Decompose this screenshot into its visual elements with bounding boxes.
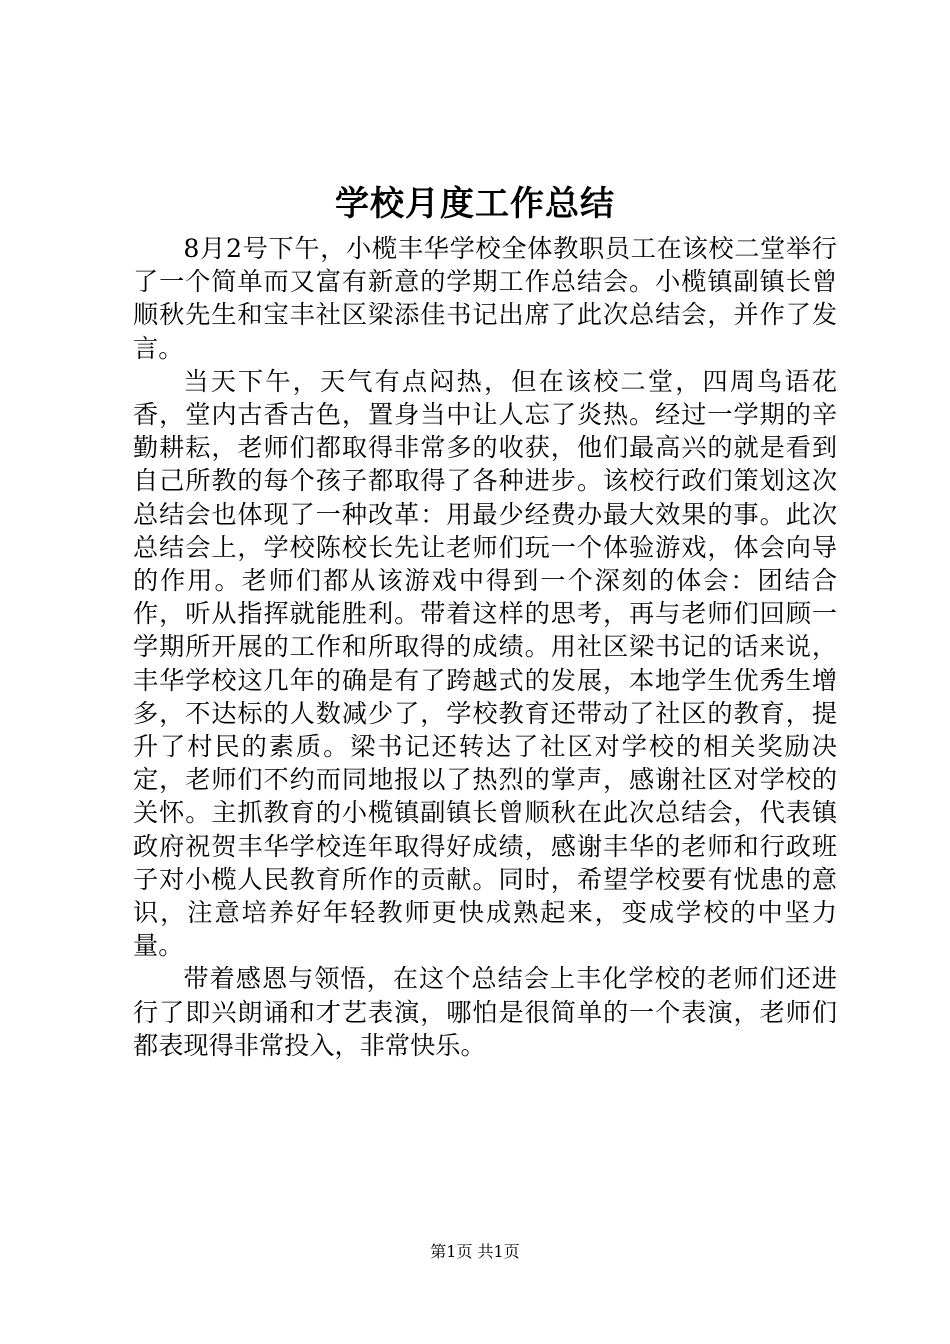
document-title: 学校月度工作总结	[335, 184, 615, 224]
paragraph: 当天下午，天气有点闷热，但在该校二堂，四周鸟语花香，堂内古香古色，置身当中让人忘了炎热。经过一学期的辛勤耕耘，老师们都取得非常多的收获，他们最高兴的就是看到自己所教的每个孩子都取得了各种进步。该校行政们策划这次总结会也体现了一种改革：用最少经费办最大效果的事。此次总结会上，学校陈校长先让老师们玩一个体验游戏，体会向导的作用。老师们都从该游戏中得到一个深刻的体会：团结合作，听从指挥就能胜利。带着这样的思考，再与老师们回顾一学期所开展的工作和所取得的成绩。用社区梁书记的话来说，丰华学校这几年的确是有了跨越式的发展，本地学生优秀生增多，不达标的人数减少了，学校教育还带动了社区的教育，提升了村民的素质。梁书记还转达了社区对学校的相关奖励决定，老师们不约而同地报以了热烈的掌声，感谢社区对学校的关怀。主抓教育的小榄镇副镇长曾顺秋在此次总结会，代表镇政府祝贺丰华学校连年取得好成绩，感谢丰华的老师和行政班子对小榄人民教育所作的贡献。同时，希望学校要有忧患的意识，注意培养好年轻教师更快成熟起来，变成学校的中坚力量。	[133, 366, 837, 961]
page-number-footer: 第1页 共1页	[430, 1242, 520, 1261]
paragraph: 带着感恩与领悟，在这个总结会上丰化学校的老师们还进行了即兴朗诵和才艺表演，哪怕是很简单的一个表演，老师们都表现得非常投入，非常快乐。	[133, 964, 837, 1060]
document-body	[133, 232, 837, 1062]
paragraph: 8月2号下午，小榄丰华学校全体教职员工在该校二堂举行了一个简单而又富有新意的学期工作总结会。小榄镇副镇长曾顺秋先生和宝丰社区梁添佳书记出席了此次总结会，并作了发言。	[133, 234, 837, 363]
